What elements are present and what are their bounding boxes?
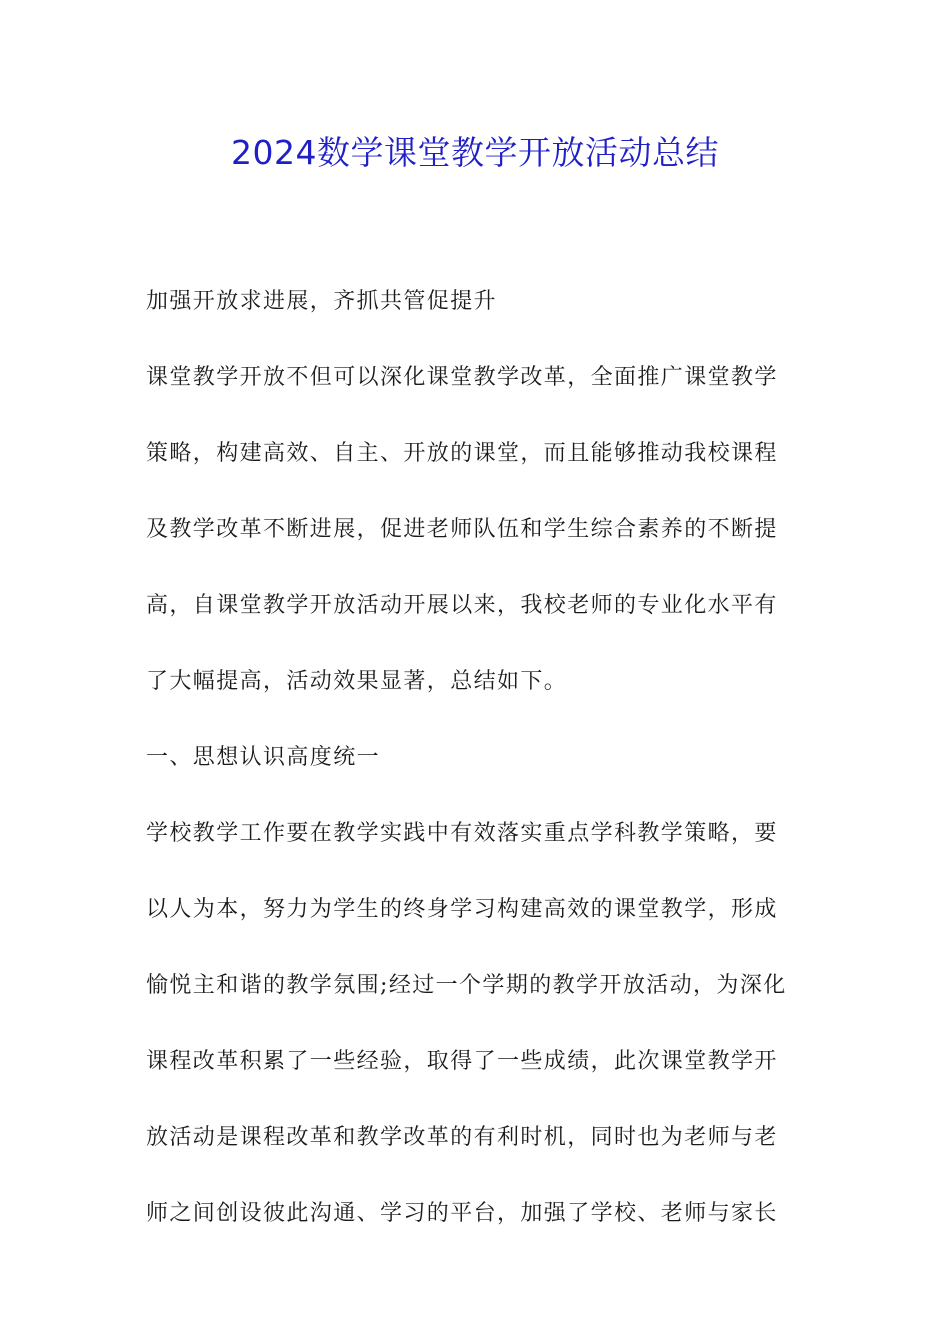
paragraph-line: 以人为本，努力为学生的终身学习构建高效的课堂教学，形成	[146, 897, 778, 922]
paragraph-line: 策略，构建高效、自主、开放的课堂，而且能够推动我校课程	[146, 441, 778, 466]
paragraph-line: 及教学改革不断进展，促进老师队伍和学生综合素养的不断提	[146, 517, 778, 542]
document-title: 2024数学课堂教学开放活动总结	[231, 133, 719, 172]
paragraph-line: 愉悦主和谐的教学氛围;经过一个学期的教学开放活动，为深化	[146, 973, 787, 998]
document-body	[146, 264, 806, 1252]
paragraph-line: 放活动是课程改革和教学改革的有利时机，同时也为老师与老	[146, 1125, 778, 1150]
section-heading: 一、思想认识高度统一	[146, 745, 381, 770]
paragraph-line: 了大幅提高，活动效果显著，总结如下。	[146, 669, 568, 694]
paragraph-line: 学校教学工作要在教学实践中有效落实重点学科教学策略，要	[146, 821, 778, 846]
paragraph-line: 课程改革积累了一些经验，取得了一些成绩，此次课堂教学开	[146, 1049, 778, 1074]
subtitle-line: 加强开放求进展，齐抓共管促提升	[146, 289, 498, 314]
paragraph-line: 课堂教学开放不但可以深化课堂教学改革，全面推广课堂教学	[146, 365, 778, 390]
paragraph-line: 师之间创设彼此沟通、学习的平台，加强了学校、老师与家长	[146, 1201, 778, 1226]
paragraph-line: 高，自课堂教学开放活动开展以来，我校老师的专业化水平有	[146, 593, 778, 618]
